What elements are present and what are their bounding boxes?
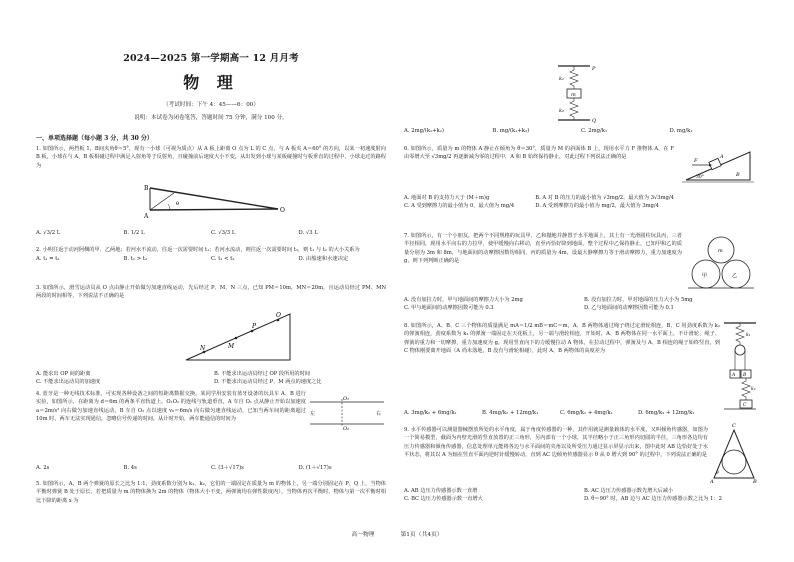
q2-option-c[interactable]: C. t₁ < t₂ bbox=[211, 256, 235, 263]
q8-option-c[interactable]: C. 6mg/k₂ + 4mg/k₁ bbox=[560, 410, 613, 416]
q3-label-p: P bbox=[252, 323, 257, 330]
q5-label-k1: k₁ bbox=[559, 76, 565, 82]
q8-pulley bbox=[735, 345, 745, 355]
q8-label-c: C bbox=[743, 403, 747, 408]
q6-label-b: B bbox=[736, 172, 740, 178]
q7-option-c[interactable]: C. 甲与地面间的动摩擦因数可能为 0.3 bbox=[404, 305, 494, 312]
q9-option-a[interactable]: A. AB 边压力传感器示数一直增 bbox=[404, 488, 478, 494]
q7-label-m: m bbox=[718, 248, 723, 254]
q9-label-theta: θ bbox=[716, 471, 719, 476]
section-title: 一、单项选择题（每小题 3 分，共 30 分） bbox=[36, 135, 153, 142]
q9-label-a: A bbox=[710, 479, 714, 484]
q1-label-o: O bbox=[280, 207, 285, 214]
q9-options bbox=[404, 487, 758, 503]
question-text: 4. 蓝牙是一种无线技术标准，可实现各种设备之间的短距离数据交换。某同学用安装有蓝牙设备的玩具车 A、B 进行实验，如图所示，在距离为 d＝6m 的两条平直轨道上，O₁O₂ 的连线与轨道垂直，A 车自 O₁ 点从静止开始以加速度 a＝2m/s² 向右做匀加速直线运动，B 车自 O₂ 点以速度 v₀＝6m/s 向右做匀速直线运动，已知当两车间的距离超过 10m 时，两车无法实现通信，忽略信号传递的时间。从计时开始，两车能通信的时间为 bbox=[36, 391, 306, 423]
q3-option-d[interactable]: D. 不能求出运动员经过 P、M 两点的速度之比 bbox=[214, 379, 322, 386]
q3-point-m bbox=[235, 337, 238, 340]
question-9 bbox=[404, 426, 708, 460]
q9-label-c: C bbox=[732, 423, 736, 429]
q4-figure bbox=[306, 394, 386, 430]
q5-option-c[interactable]: C. 2mg/k₁ bbox=[581, 128, 608, 134]
exam-title: 2024—2025 第一学期高一 12 月月考 bbox=[123, 53, 299, 64]
q4-label-o1: O₁ bbox=[343, 396, 350, 402]
footer-page-number: 第1页（共4页） bbox=[400, 532, 443, 538]
q3-label-n: N bbox=[200, 345, 206, 352]
q4-label-o2: O₂ bbox=[343, 426, 350, 430]
exam-note: 说明：本试卷为闭卷笔答，答题时间 75 分钟，满分 100 分。 bbox=[134, 115, 288, 121]
question-text: 6. 如图所示，质量为 m 的物体 A 静止在倾角为 θ＝30°，质量为 M 的斜面体 B 上，现用水平力 F 推物体 A，在 F 由零增大至 √3mg/2 再逐渐减为零的过程中，A 和 B 始终保持静止，对此过程下列说法正确的是 bbox=[404, 146, 674, 161]
q5-label-p: P bbox=[592, 66, 596, 72]
question-text: 3. 如图所示，滑雪运动员从 O 点由静止开始做匀加速直线运动，先后经过 P、M、N 三点，已知 PM＝10m，MN＝20m，且运动员经过 PM、MN 两段的时间相等，下列说法不正确的是 bbox=[36, 285, 386, 300]
q5-options bbox=[404, 127, 758, 135]
q1-options bbox=[36, 229, 386, 237]
q1-option-b[interactable]: B. 1/2 L bbox=[123, 230, 145, 236]
question-8 bbox=[404, 322, 720, 356]
q8-options bbox=[404, 409, 716, 417]
q1-label-theta: θ bbox=[176, 201, 180, 207]
q5-label-q: Q bbox=[592, 118, 597, 124]
q9-option-d[interactable]: D. θ＝90° 时，AB 边与 AC 边压力传感器示数之比为 1：2 bbox=[584, 496, 722, 503]
q5-option-a[interactable]: A. 2mg/(k₁+k₂) bbox=[404, 128, 444, 134]
q8-option-a[interactable]: A. 3mg/k₂ + 6mg/k₁ bbox=[404, 410, 457, 416]
q7-label-yi: 乙 bbox=[732, 273, 738, 279]
question-text: 8. 如图所示，A、B、C 三个物体的质量满足 mA＝1/2 mB＝mC＝m，A、B 两物体通过绳子绕过定滑轮相连，B、C 用劲度系数为 k₂ 的弹簧相连，劲度系数为 k₁ 的弹簧一端固定在天花板上，另一端与滑轮相连，开始时，A、B 两物体在同一水平面上，不计滑轮、绳子、弹簧的重力和一切摩擦，重力加速度为 g，现用竖直向下的力缓慢拉动 A 物体，在拉动过程中，弹簧及与 A、B 相连的绳子始终竖直，到 C 物体刚要离开地面（A 尚未落地，B 没有与滑轮相碰），此时 A、B 两物体的高度差为 bbox=[404, 323, 720, 355]
q6-option-a[interactable]: A. 地面对 B 的支持力大于 (M＋m)g bbox=[404, 195, 490, 201]
q1-angle-arc bbox=[168, 204, 170, 210]
q8-label-k2: k₂ bbox=[751, 387, 756, 392]
q7-label-jia: 甲 bbox=[702, 273, 708, 279]
q6-block bbox=[709, 158, 721, 169]
q9-figure bbox=[710, 414, 758, 484]
question-2 bbox=[36, 246, 386, 263]
question-5 bbox=[36, 480, 386, 505]
q5-option-d[interactable]: D. mg/k₁ bbox=[669, 128, 693, 134]
q3-option-c[interactable]: C. 不能求出运动员的加速度 bbox=[36, 379, 101, 386]
q7-option-d[interactable]: D. 乙与地面间的动摩擦因数可能为 0.1 bbox=[584, 305, 674, 312]
q3-figure bbox=[180, 308, 300, 366]
q1-option-d[interactable]: D. √3 L bbox=[298, 230, 318, 236]
q2-options bbox=[36, 255, 386, 263]
q4-label-right: 右 bbox=[376, 411, 382, 417]
q6-label-a: A bbox=[720, 154, 724, 160]
q1-label-a: A bbox=[144, 213, 149, 220]
q8-label-b: B bbox=[743, 373, 747, 378]
q6-option-b[interactable]: B. A 对 B 的压力的最小值为 √3mg/2，最大值为 3√3mg/4 bbox=[535, 195, 674, 201]
question-text: 2. 小明往返于动河阿侧的甲、乙两地；若河水不流动，往返一次需要时间 t₁；若河水流动，则往返一次需要时间 t₂，则 t₁ 与 t₂ 的大小关系为 bbox=[36, 247, 360, 253]
question-text: 1. 如图所示，两挡板 1，B间夹角θ＝5°，现有一小球（可视为质点）从 A 板上距离 O 点为 L 的 C 点，与 A 板夹 A＝60° 的方向，以某一初速度射向 B 板，小球在与 A，B 板相碰过程中满足入射角等于反射角，且碰撞前后速度大小不变，从出发到小球与某板碰撞时与板垂直的过程中，小球走过的路程为 bbox=[36, 146, 386, 169]
q8-label-k1: k₁ bbox=[746, 333, 751, 338]
question-text: 9. 水平传感器可以测量器械摆放所处的水平角度，属于角度传感器的一种，其作用就是测量载体的水平度，又叫倾角传感器，如图为一个简易模型，截面为内壁光滑的竖直放置的正三角形，另内部有一个小球，其半径略小于正三角形内切圆的半径，三角形各边均有压力传感器和倾角传感器，信息处理单元能将各边与水平面间的夹角以及所受压力通过显示屏显示出来，图中此时 AB 边恰好处于水平状态，将其以 A 为轴在竖直平面内逆时针缓慢转动，直到 AC 边倾角传感器显示 θ 从 0 增大到 90° 的过程中，下列说法正确的是 bbox=[404, 427, 708, 459]
q4-option-d[interactable]: D. (1＋√17)s bbox=[298, 465, 332, 471]
q5-spring-a bbox=[570, 66, 578, 89]
q4-option-b[interactable]: B. 4s bbox=[123, 465, 137, 471]
q9-option-c[interactable]: C. BC 边压力传感器示数一直增大 bbox=[404, 496, 483, 503]
q6-option-d[interactable]: D. A 受到摩擦力的最小值为 mg/2，最大值为 3mg/4 bbox=[535, 203, 659, 210]
q8-figure bbox=[722, 320, 758, 412]
question-7 bbox=[404, 232, 682, 266]
q2-option-a[interactable]: A. t₁ = t₂ bbox=[36, 256, 60, 263]
subject-title: 物 理 bbox=[183, 73, 239, 92]
q5-label-m: m bbox=[571, 92, 576, 98]
q7-options bbox=[404, 296, 758, 312]
q7-option-a[interactable]: A. 没有加拉力时，甲与地面间的摩擦力大小为 2mg bbox=[404, 297, 523, 303]
q9-option-b[interactable]: B. AC 边压力传感器示数先增大后减小 bbox=[584, 488, 674, 494]
q4-option-c[interactable]: C. (3＋√17)s bbox=[211, 465, 244, 471]
page-footer bbox=[0, 529, 794, 538]
question-text: 7. 如图所示，有一个小朋友，把两个不同规格的玩具甲、乙和抛地并静置于水平地面上，其上有一光滑圆柱玩具丙，三者半径相同，现用水平向右的力拉甲，使甲缓慢向右移动，直至丙恰好降到地面，整个过程中乙保持静止，已知甲和乙的质量分别为 3m 和 8m，与地面间的动摩擦因数均相同，丙的质量为 4m，设最大静摩擦力等于滑动摩擦力，重力加速度为 g，则下列判断正确的是 bbox=[404, 233, 682, 265]
q8-option-b[interactable]: B. 4mg/k₂ + 12mg/k₁ bbox=[482, 410, 539, 416]
q6-options bbox=[404, 194, 758, 210]
q8-option-d[interactable]: D. 6mg/k₂ + 12mg/k₁ bbox=[638, 410, 695, 416]
question-1 bbox=[36, 145, 386, 170]
q5-figure bbox=[550, 62, 610, 124]
q3-point-o bbox=[277, 319, 280, 322]
q6-figure bbox=[680, 146, 756, 186]
footer-subject: 高一物理 bbox=[351, 532, 375, 538]
question-6 bbox=[404, 145, 674, 162]
q6-label-angle: 30° bbox=[696, 175, 704, 180]
q2-option-b[interactable]: B. t₁ > t₂ bbox=[123, 256, 148, 263]
q7-figure bbox=[686, 236, 756, 292]
exam-time: （考试时间：下午 4：45——6：00） bbox=[163, 102, 259, 108]
q1-option-c[interactable]: C. √3/3 L bbox=[211, 230, 236, 236]
q6-option-c[interactable]: C. A 受到摩擦力的最小值为 0，最大值为 mg/4 bbox=[404, 203, 515, 210]
q8-label-a: A bbox=[732, 373, 736, 378]
q4-option-a[interactable]: A. 2s bbox=[36, 465, 50, 471]
q5-label-k2: k₂ bbox=[559, 108, 565, 114]
q3-option-a[interactable]: A. 能求出 OP 间的距离 bbox=[36, 371, 91, 377]
question-text: 5. 如图所示，A、B 两个弹簧的原长之比为 1:1，劲度系数分别为 k₁、k₂，它们的一端固定在质量为 m 的物体上，另一端分别固定在 P、Q 上，当物体平衡时弹簧 B 处于原长，若把质量为 m 的物体换为 2m 的物体（物体大小不变，两弹簧均在弹性限度内），当物体再次平衡时，物体与第一次平衡时相比下降的距离 x 为 bbox=[36, 481, 386, 504]
q5-spring-b bbox=[570, 98, 578, 120]
q4-options bbox=[36, 464, 386, 472]
question-3 bbox=[36, 284, 386, 301]
q1-label-b: B bbox=[144, 185, 149, 192]
q2-option-d[interactable]: D. 由船速和水速决定 bbox=[298, 256, 349, 263]
q8-spring-k2 bbox=[742, 378, 750, 400]
q5-option-b[interactable]: B. mg/(k₁+k₂) bbox=[492, 128, 530, 134]
header bbox=[36, 50, 386, 121]
q4-label-left: 左 bbox=[310, 411, 316, 417]
q1-board-a bbox=[150, 209, 278, 210]
q1-option-a[interactable]: A. √3/2 L bbox=[36, 230, 61, 236]
q1-figure bbox=[140, 184, 290, 222]
q8-spring-k1 bbox=[736, 323, 744, 345]
q7-option-b[interactable]: B. 没有加拉力时，甲对地面的压力大小为 5mg bbox=[584, 297, 693, 303]
q3-label-m: M bbox=[228, 343, 235, 350]
q9-label-b: B bbox=[753, 479, 757, 484]
q3-label-o: O bbox=[276, 312, 281, 319]
q3-point-p bbox=[251, 330, 254, 333]
q3-option-b[interactable]: B. 不能求出运动员经过 OP 段所用的时间 bbox=[214, 371, 310, 377]
question-4 bbox=[36, 390, 306, 424]
q1-ray bbox=[150, 193, 174, 210]
q9-ball bbox=[722, 450, 746, 474]
q3-options bbox=[36, 370, 386, 386]
q3-slope bbox=[186, 314, 290, 360]
q6-label-f: F bbox=[694, 158, 698, 164]
